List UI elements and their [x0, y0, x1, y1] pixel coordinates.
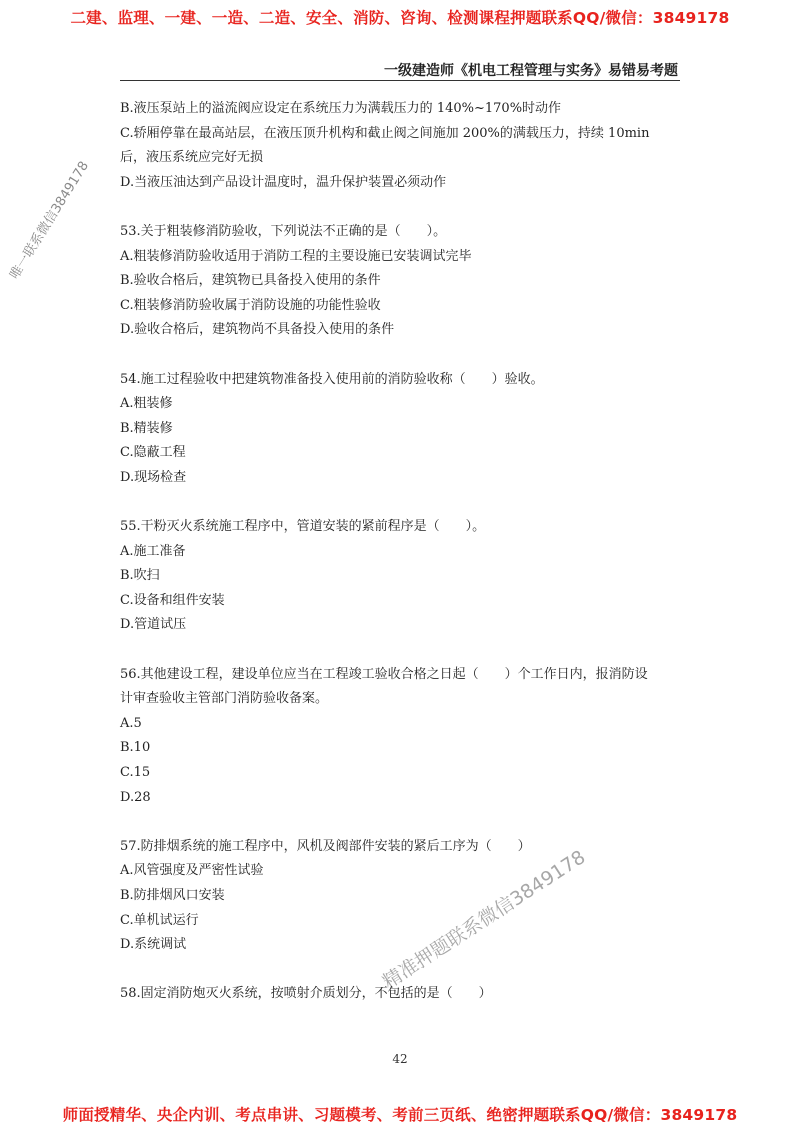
question-line: 58.固定消防炮灭火系统，按喷射介质划分，不包括的是（ ） — [120, 986, 492, 1002]
text-line: C.粗装修消防验收属于消防设施的功能性验收 — [120, 297, 381, 313]
bottom-banner: 师面授精华、央企内训、考点串讲、习题模考、考前三页纸、绝密押题联系QQ/微信：3849178 — [62, 1106, 738, 1124]
watermark-left: 唯一联系微信3849178 — [7, 158, 93, 283]
question-line: 54.施工过程验收中把建筑物准备投入使用前的消防验收称（ ）验收。 — [120, 371, 544, 387]
text-line: B.精装修 — [120, 420, 173, 436]
blank-line — [120, 195, 690, 220]
text-line: C.15 — [120, 765, 151, 781]
text-line: B.验收合格后，建筑物已具备投入使用的条件 — [120, 273, 381, 289]
top-banner: 二建、监理、一建、一造、二造、安全、消防、咨询、检测课程押题联系QQ/微信：3849178 — [70, 9, 730, 27]
document-title: 一级建造师《机电工程管理与实务》易错易考题 — [384, 63, 678, 79]
text-line: B.防排烟风口安装 — [120, 888, 225, 903]
blank-line — [120, 810, 690, 835]
blank-line — [120, 343, 690, 368]
question-line: 55.干粉灭火系统施工程序中，管道安装的紧前程序是（ ）。 — [120, 519, 486, 535]
blank-line — [120, 638, 690, 663]
title-divider — [120, 80, 680, 81]
text-line: D.验收合格后，建筑物尚不具备投入使用的条件 — [120, 322, 395, 338]
text-line: B.液压泵站上的溢流阀应设定在系统压力为满载压力的 140%~170%时动作 — [120, 101, 562, 116]
text-line: A.风管强度及严密性试验 — [120, 863, 264, 879]
text-line: 计审查验收主管部门消防验收备案。 — [120, 691, 329, 707]
question-line: 57.防排烟系统的施工程序中，风机及阀部件安装的紧后工序为（ ） — [120, 838, 531, 854]
text-line: 后，液压系统应完好无损 — [120, 150, 264, 166]
text-line: A.施工准备 — [120, 543, 186, 559]
question-line: 53.关于粗装修消防验收，下列说法不正确的是（ ）。 — [120, 223, 447, 239]
text-line: C.设备和组件安装 — [120, 592, 225, 608]
text-line: D.当液压油达到产品设计温度时，温升保护装置必须动作 — [120, 174, 447, 190]
text-line: B.10 — [120, 740, 151, 756]
text-line: D.系统调试 — [120, 937, 187, 953]
text-line: A.粗装修 — [120, 396, 173, 412]
text-line: D.现场检查 — [120, 469, 187, 485]
text-line: A.粗装修消防验收适用于消防工程的主要设施已安装调试完毕 — [120, 248, 472, 264]
text-line: D.管道试压 — [120, 617, 187, 633]
text-line: C.轿厢停靠在最高站层，在液压顶升机构和截止阀之间施加 200%的满载压力，持续 10min — [120, 125, 650, 141]
text-line: D.28 — [120, 789, 151, 805]
page-number: 42 — [392, 1052, 408, 1066]
text-line: A.5 — [120, 715, 142, 731]
blank-line — [120, 491, 690, 516]
text-line: B.吹扫 — [120, 568, 160, 584]
page-content — [120, 97, 690, 1007]
question-line: 56.其他建设工程，建设单位应当在工程竣工验收合格之日起（ ）个工作日内，报消防设 — [120, 666, 648, 682]
text-line: C.隐蔽工程 — [120, 445, 186, 461]
text-line: C.单机试运行 — [120, 912, 199, 928]
watermark-right: 精准押题联系微信3849178 — [378, 846, 590, 994]
